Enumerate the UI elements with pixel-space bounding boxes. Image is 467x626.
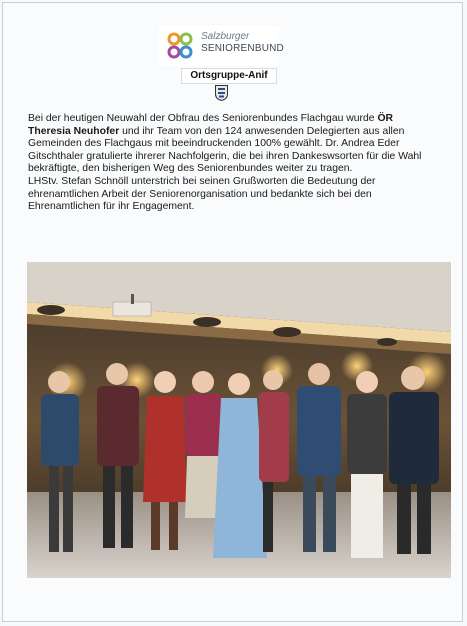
group-photo [27,262,451,578]
seniorenbund-logo [159,26,284,66]
article-paragraph-2: LHStv. Stefan Schnöll unterstrich bei seinen Grußworten die Bedeutung der ehrenamtlichen Arbeit der Seniorenorganisation und bedankte sich bei den Ehrenamtlichen für ihr Engagement. [28,175,376,213]
brand-line2: SENIORENBUND [201,43,284,54]
coat-of-arms-icon [215,85,228,101]
group-photo-illustration [27,262,451,578]
article-text [28,113,438,214]
flower-logo-icon [163,30,197,62]
brand-line1: Salzburger [201,31,250,42]
highlighted-name: ÖR Theresia Neuhofer [28,113,394,137]
article-paragraph-1: Bei der heutigen Neuwahl der Obfrau des Seniorenbundes Flachgau wurde ÖR Theresia Neuhofer und ihr Team von den 124 anwesenden Delegierten aus allen Gemeinden des Flachgaus mit beeindruckenden 100% gewählt. Dr. Andrea Eder Gitschthaler gratulierte ihrerer Nachfolgerin, die bei ihren Dankeswsorten für die Wahl bekräftigte, den bisherigen Weg des Seniorenbundes weiter zu tragen. [28,113,422,175]
group-name: Ortsgruppe-Anif [181,68,277,84]
